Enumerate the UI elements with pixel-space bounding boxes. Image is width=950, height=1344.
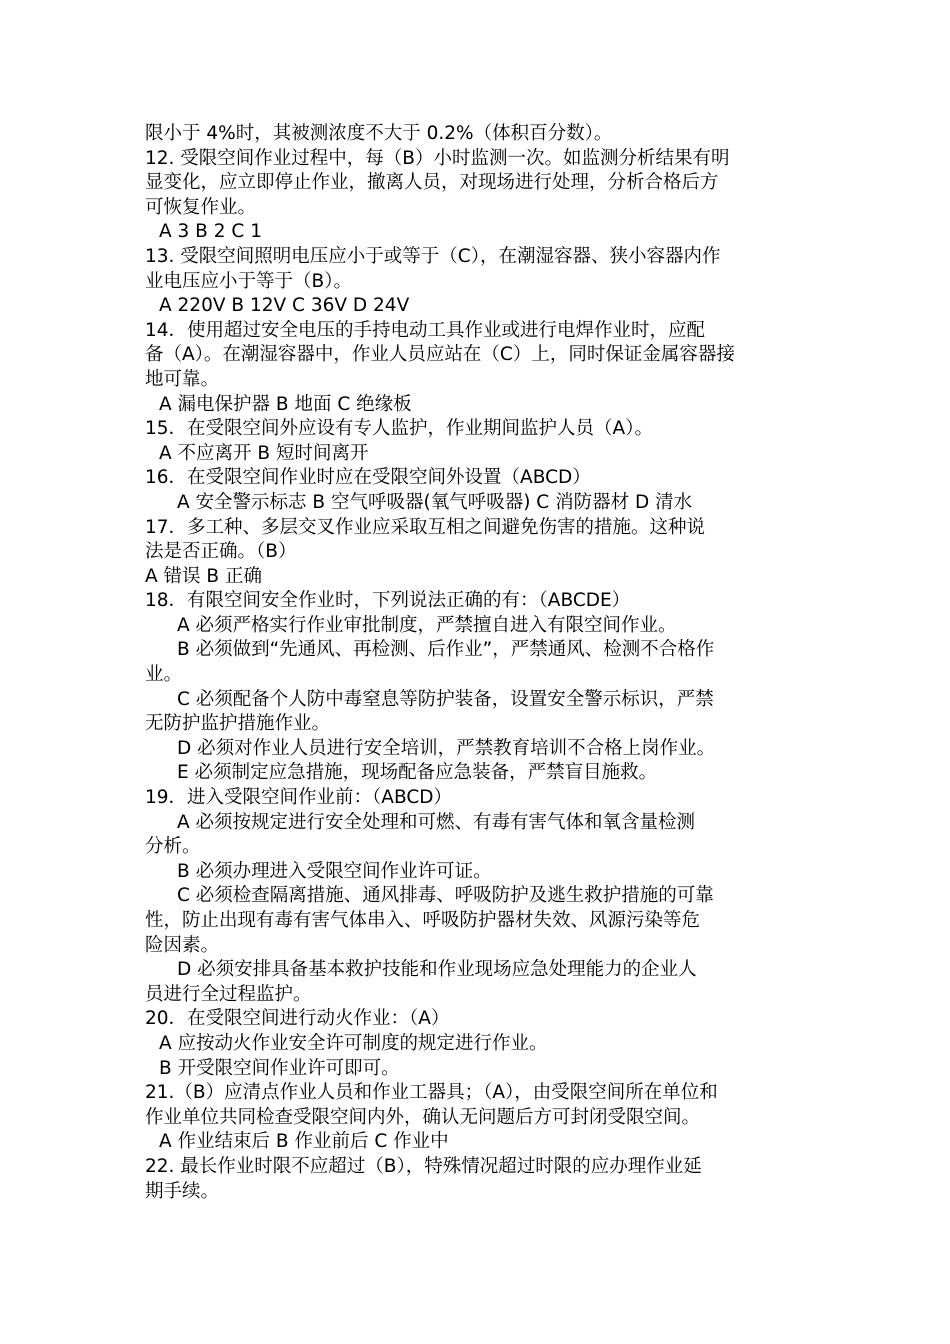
text-line: 显变化，应立即停止作业，撤离人员，对现场进行处理，分析合格后方 (145, 172, 719, 194)
option-line: B 必须做到“先通风、再检测、后作业”，严禁通风、检测不合格作 (177, 639, 715, 661)
option-line: A 作业结束后 B 作业前后 C 作业中 (159, 1131, 449, 1153)
text-line: 备（A）。在潮湿容器中，作业人员应站在（C）上，同时保证金属容器接 (145, 344, 735, 366)
option-line: A 3 B 2 C 1 (159, 221, 262, 243)
option-line: E 必须制定应急措施，现场配备应急装备，严禁盲目施救。 (177, 762, 658, 784)
text-line: 性，防止出现有毒有害气体串入、呼吸防护器材失效、风源污染等危 (145, 910, 701, 931)
option-line: A 必须按规定进行安全处理和可燃、有毒有害气体和氧含量检测 (177, 811, 696, 833)
option-line: C 必须检查隔离措施、通风排毒、呼吸防护及逃生救护措施的可靠 (177, 885, 714, 907)
text-line: 20．在受限空间进行动火作业：（A） (145, 1008, 450, 1030)
text-line: 17．多工种、多层交叉作业应采取互相之间避免伤害的措施。这种说 (145, 516, 706, 538)
document-page (145, 122, 813, 1204)
text-line: 22. 最长作业时限不应超过（B），特殊情况超过时限的应办理作业延 (145, 1155, 702, 1177)
option-line: C 必须配备个人防中毒窒息等防护装备，设置安全警示标识，严禁 (177, 688, 714, 710)
text-line: 15．在受限空间外应设有专人监护，作业期间监护人员（A）。 (145, 418, 653, 440)
text-line: 法是否正确。（B） (145, 541, 297, 563)
option-line: A 220V B 12V C 36V D 24V (159, 295, 410, 317)
text-line: 13. 受限空间照明电压应小于或等于（C），在潮湿容器、狭小容器内作 (145, 245, 721, 267)
option-line: B 开受限空间作业许可即可。 (159, 1057, 400, 1079)
text-line: 员进行全过程监护。 (145, 983, 312, 1005)
text-line: 业。 (145, 664, 183, 686)
option-line: D 必须安排具备基本救护技能和作业现场应急处理能力的企业人 (177, 959, 697, 981)
text-line: 险因素。 (145, 934, 220, 956)
text-line: A 错误 B 正确 (145, 565, 262, 587)
option-line: D 必须对作业人员进行安全培训，严禁教育培训不合格上岗作业。 (177, 737, 716, 759)
option-line: A 安全警示标志 B 空气呼吸器(氧气呼吸器) C 消防器材 D 清水 (177, 491, 693, 513)
text-line: 限小于 4%时，其被测浓度不大于 0.2%（体积百分数）。 (145, 123, 613, 144)
text-line: 12. 受限空间作业过程中，每（B）小时监测一次。如监测分析结果有明 (145, 147, 730, 169)
text-line: 可恢复作业。 (145, 196, 257, 218)
text-line: 16．在受限空间作业时应在受限空间外设置（ABCD） (145, 467, 591, 489)
text-line: 业电压应小于等于（B）。 (145, 270, 352, 292)
text-line: 作业单位共同检查受限空间内外，确认无问题后方可封闭受限空间。 (145, 1106, 701, 1128)
text-line: 21.（B）应清点作业人员和作业工器具；（A），由受限空间所在单位和 (145, 1082, 718, 1104)
text-line: 18．有限空间安全作业时，下列说法正确的有：（ABCDE） (145, 590, 631, 612)
text-line: 分析。 (145, 836, 201, 858)
option-line: A 漏电保护器 B 地面 C 绝缘板 (159, 393, 412, 415)
text-line: 19．进入受限空间作业前：（ABCD） (145, 787, 452, 809)
text-line: 14．使用超过安全电压的手持电动工具作业或进行电焊作业时，应配 (145, 319, 706, 341)
text-line: 期手续。 (145, 1180, 220, 1202)
option-line: A 不应离开 B 短时间离开 (159, 442, 369, 464)
text-line: 地可靠。 (145, 368, 220, 390)
option-line: A 必须严格实行作业审批制度，严禁擅自进入有限空间作业。 (177, 614, 677, 636)
text-line: 无防护监护措施作业。 (145, 713, 331, 735)
option-line: A 应按动火作业安全许可制度的规定进行作业。 (159, 1032, 548, 1054)
option-line: B 必须办理进入受限空间作业许可证。 (177, 860, 492, 882)
